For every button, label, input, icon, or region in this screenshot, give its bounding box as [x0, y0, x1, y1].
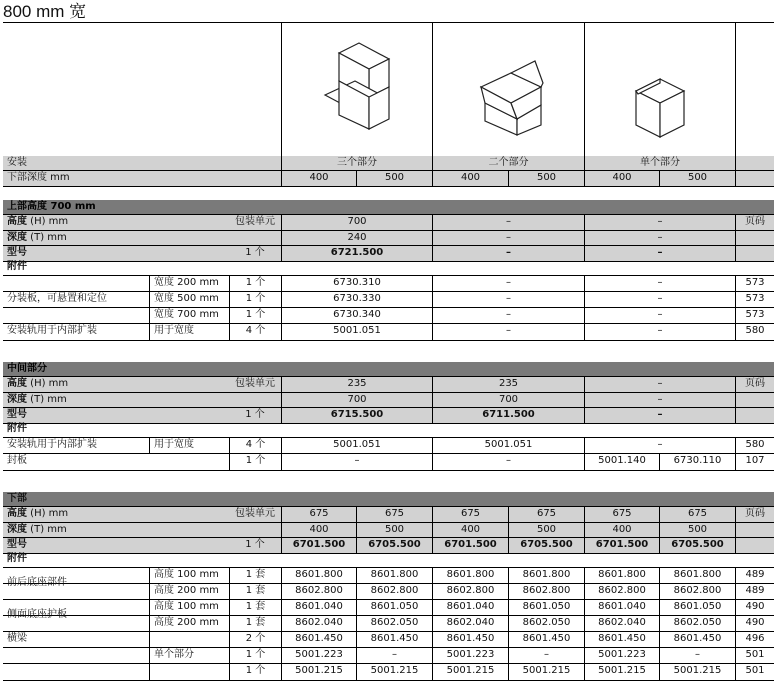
install-label: 安装 [7, 157, 27, 168]
depth-label [3, 393, 229, 408]
page-number: 573 [735, 308, 774, 324]
part-number: – [356, 648, 432, 664]
row-unit: (H) mm [27, 216, 69, 227]
page-blank [735, 156, 774, 170]
pack-unit: 1 个 [229, 648, 281, 664]
cover-label: 封板 [7, 455, 27, 466]
column-group-name: 三个部分 [281, 156, 432, 170]
single-section-cabinet-image [584, 23, 735, 157]
row-label: 高度 [7, 508, 27, 519]
part-number: 8602.050 [659, 616, 735, 632]
part-number: 8602.800 [281, 584, 356, 600]
page-label: 页码 [735, 507, 774, 523]
model-number: 6705.500 [508, 538, 584, 553]
section-heading [3, 200, 774, 214]
part-number: 8601.450 [584, 632, 659, 648]
part-number: – [584, 324, 735, 340]
part-number: – [432, 324, 584, 340]
accessories-label: 附件 [7, 261, 27, 272]
row-label: 高度 [7, 216, 27, 227]
height-row [3, 214, 774, 231]
pack-unit: 1 套 [229, 600, 281, 616]
page-number: 489 [735, 584, 774, 600]
table-row [3, 323, 774, 341]
sub-label: 高度 100 mm [149, 568, 229, 584]
part-number: 8601.050 [508, 600, 584, 616]
depth-value: 700 [281, 393, 432, 408]
part-number: 8602.050 [508, 616, 584, 632]
table-row [3, 307, 774, 324]
part-number: – [584, 308, 735, 324]
column-group-name: 单个部分 [584, 156, 735, 170]
part-number: 6730.310 [281, 276, 432, 292]
depth-value: 500 [508, 171, 584, 186]
height-value: – [584, 377, 735, 393]
part-number: – [584, 438, 735, 454]
part-number: 8601.450 [281, 632, 356, 648]
sub-label [149, 632, 229, 648]
three-section-cabinet-image [281, 23, 432, 157]
model-number: 6705.500 [659, 538, 735, 553]
part-number: 8601.450 [356, 632, 432, 648]
depth-value: 400 [281, 171, 356, 186]
height-value: 675 [356, 507, 432, 523]
pack-unit: 2 个 [229, 632, 281, 648]
sub-label: 高度 200 mm [149, 584, 229, 600]
part-number: 8601.800 [281, 568, 356, 584]
depth-label: 下部深度 mm [7, 172, 70, 183]
section-title: 下部 [7, 493, 27, 504]
model-number: 6711.500 [432, 408, 584, 423]
page-number: 573 [735, 292, 774, 308]
height-row [3, 376, 774, 393]
depth-label [3, 231, 229, 246]
page-title: 800 mm 宽 [3, 2, 87, 21]
pack-unit-label: 包装单元 [235, 378, 275, 389]
height-value: 675 [432, 507, 508, 523]
part-number: 5001.051 [432, 438, 584, 454]
depth-value: 400 [432, 171, 508, 186]
page-blank [735, 246, 774, 261]
page-number: 107 [735, 454, 774, 470]
height-value: 235 [432, 377, 584, 393]
table-row [3, 275, 774, 292]
pack-unit: 1 套 [229, 568, 281, 584]
part-number: 5001.215 [432, 664, 508, 680]
height-value: 675 [584, 507, 659, 523]
accessories-label: 附件 [7, 423, 27, 434]
part-number: 8602.800 [356, 584, 432, 600]
part-number: 5001.051 [281, 438, 432, 454]
table-row [3, 631, 774, 648]
part-number: 8602.040 [281, 616, 356, 632]
pack-unit: 1 个 [245, 409, 265, 420]
pack-unit: 1 个 [229, 454, 281, 470]
page-number: 496 [735, 632, 774, 648]
depth-value: 700 [432, 393, 584, 408]
part-number: 8602.800 [659, 584, 735, 600]
model-label [3, 408, 229, 423]
pack-unit: 1 个 [229, 276, 281, 292]
part-number: 8601.800 [659, 568, 735, 584]
depth-value: 400 [584, 523, 659, 538]
height-row [3, 506, 774, 523]
section-title: 中间部分 [7, 363, 47, 374]
part-number: 8601.450 [432, 632, 508, 648]
model-number: 6701.500 [584, 538, 659, 553]
row-unit: (H) mm [27, 378, 69, 389]
pack-unit-label: 包装单元 [235, 508, 275, 519]
part-number: 8601.050 [659, 600, 735, 616]
page-number: 501 [735, 648, 774, 664]
part-number: 6730.340 [281, 308, 432, 324]
section-heading [3, 492, 774, 506]
part-number: 8601.040 [584, 600, 659, 616]
height-label [3, 215, 229, 231]
height-value: 675 [508, 507, 584, 523]
pack-unit: 4 个 [229, 438, 281, 454]
sub-label: 宽度 500 mm [149, 292, 229, 308]
depth-value: 400 [584, 171, 659, 186]
depth-value: 500 [356, 171, 432, 186]
part-number: 8601.040 [432, 600, 508, 616]
model-number: – [584, 408, 735, 423]
part-number: 8602.800 [508, 584, 584, 600]
part-number: 5001.215 [356, 664, 432, 680]
part-number: – [432, 308, 584, 324]
part-number: 5001.223 [584, 648, 659, 664]
part-number: 8601.800 [584, 568, 659, 584]
page-number: 489 [735, 568, 774, 584]
depth-value: 400 [281, 523, 356, 538]
sub-label: 高度 200 mm [149, 616, 229, 632]
part-number: 6730.110 [659, 454, 735, 470]
pack-unit: 1 套 [229, 584, 281, 600]
column-group-name: 二个部分 [432, 156, 584, 170]
sub-label: 宽度 200 mm [149, 276, 229, 292]
group-label: 侧面底座护板 [7, 609, 67, 620]
part-number: 5001.140 [584, 454, 659, 470]
part-number: 5001.223 [281, 648, 356, 664]
part-number: 8601.800 [508, 568, 584, 584]
depth-value: 240 [281, 231, 432, 246]
install-row [3, 156, 774, 170]
page-blank [735, 408, 774, 423]
row-label: 深度 [7, 394, 27, 405]
row-label: 型号 [7, 539, 27, 550]
depth-value: 500 [508, 523, 584, 538]
sub-label: 用于宽度 [149, 324, 229, 340]
page-number: 490 [735, 600, 774, 616]
pack-unit: 1 个 [229, 664, 281, 680]
model-label [3, 246, 229, 261]
depth-row [3, 392, 774, 408]
height-value: 235 [281, 377, 432, 393]
part-number: – [432, 292, 584, 308]
page-blank [735, 538, 774, 553]
table-row [3, 437, 774, 454]
page-number: 490 [735, 616, 774, 632]
part-number: – [659, 648, 735, 664]
part-number: 8601.800 [356, 568, 432, 584]
sub-label: 用于宽度 [149, 438, 229, 454]
part-number: 5001.223 [432, 648, 508, 664]
row-unit: (T) mm [27, 232, 67, 243]
group-label-row [3, 599, 774, 631]
row-unit: (T) mm [27, 524, 67, 535]
part-number: 8602.040 [432, 616, 508, 632]
accessories-row [3, 422, 774, 437]
pack-unit: 1 套 [229, 616, 281, 632]
part-number: 5001.215 [584, 664, 659, 680]
part-number: – [584, 292, 735, 308]
part-number: – [432, 454, 584, 470]
height-label [3, 507, 229, 523]
row-label: 深度 [7, 524, 27, 535]
depth-label [3, 523, 229, 538]
accessories-label: 附件 [7, 553, 27, 564]
pack-unit: 1 个 [229, 308, 281, 324]
depth-row [3, 170, 774, 187]
part-number: 8602.800 [584, 584, 659, 600]
model-number: 6715.500 [281, 408, 432, 423]
sub-label: 宽度 700 mm [149, 308, 229, 324]
rail-label: 安装轨用于内部扩装 [7, 325, 97, 336]
part-number: – [432, 276, 584, 292]
part-number: – [281, 454, 432, 470]
sub-label: 高度 100 mm [149, 600, 229, 616]
depth-row [3, 522, 774, 538]
part-number: 5001.215 [659, 664, 735, 680]
height-value: – [584, 215, 735, 231]
sub-label: 单个部分 [149, 648, 229, 664]
page-number: 501 [735, 664, 774, 680]
depth-value: – [584, 231, 735, 246]
page-label: 页码 [735, 215, 774, 231]
part-number: 8602.040 [584, 616, 659, 632]
part-number: 6730.330 [281, 292, 432, 308]
group-label: 前后底座部件 [7, 577, 67, 588]
row-unit: (H) mm [27, 508, 69, 519]
pack-unit: 1 个 [245, 539, 265, 550]
page-label: 页码 [735, 377, 774, 393]
crossbar-label: 横梁 [7, 633, 27, 644]
pack-unit: 4 个 [229, 324, 281, 340]
part-number: 5001.215 [508, 664, 584, 680]
group-label: 分装板，可悬置和定位 [7, 293, 107, 304]
model-number: 6721.500 [281, 246, 432, 261]
height-value: – [432, 215, 584, 231]
table-row [3, 291, 774, 308]
accessories-row [3, 552, 774, 567]
part-number: 8601.040 [281, 600, 356, 616]
part-number: 8602.800 [432, 584, 508, 600]
model-number: – [584, 246, 735, 261]
depth-row [3, 230, 774, 246]
height-label [3, 377, 229, 393]
row-label: 高度 [7, 378, 27, 389]
part-number: 5001.215 [281, 664, 356, 680]
pack-unit-label: 包装单元 [235, 216, 275, 227]
page-number: 580 [735, 438, 774, 454]
row-unit: (T) mm [27, 394, 67, 405]
table-row [3, 453, 774, 471]
page-blank [735, 523, 774, 538]
part-number: – [584, 276, 735, 292]
depth-value: – [432, 231, 584, 246]
section-heading [3, 362, 774, 376]
section-title: 上部高度 700 mm [7, 201, 96, 212]
height-value: 700 [281, 215, 432, 231]
depth-value: 500 [659, 171, 735, 186]
accessories-row [3, 260, 774, 275]
page-number: 580 [735, 324, 774, 340]
sub-label [149, 664, 229, 680]
part-number: 8601.450 [508, 632, 584, 648]
depth-value: 500 [356, 523, 432, 538]
model-number: 6705.500 [356, 538, 432, 553]
pack-unit: 1 个 [229, 292, 281, 308]
page-blank [735, 171, 774, 186]
part-number: 8601.450 [659, 632, 735, 648]
part-number: 5001.051 [281, 324, 432, 340]
two-section-cabinet-image [432, 23, 584, 157]
pack-unit: 1 个 [245, 247, 265, 258]
depth-value: – [584, 393, 735, 408]
header-image-row [3, 22, 774, 158]
part-number: 8601.050 [356, 600, 432, 616]
model-label [3, 538, 229, 553]
model-number: 6701.500 [432, 538, 508, 553]
group-label-row [3, 567, 774, 599]
page-blank [735, 393, 774, 408]
model-number: – [432, 246, 584, 261]
depth-value: 500 [659, 523, 735, 538]
row-label: 型号 [7, 247, 27, 258]
page-blank [735, 231, 774, 246]
height-value: 675 [659, 507, 735, 523]
table-row [3, 647, 774, 664]
header-blank [735, 23, 774, 157]
rail-label: 安装轨用于内部扩装 [7, 439, 97, 450]
part-number: – [508, 648, 584, 664]
page-number: 573 [735, 276, 774, 292]
row-label: 型号 [7, 409, 27, 420]
height-value: 675 [281, 507, 356, 523]
table-row [3, 663, 774, 681]
model-number: 6701.500 [281, 538, 356, 553]
part-number: 8602.050 [356, 616, 432, 632]
depth-value: 400 [432, 523, 508, 538]
row-label: 深度 [7, 232, 27, 243]
part-number: 8601.800 [432, 568, 508, 584]
